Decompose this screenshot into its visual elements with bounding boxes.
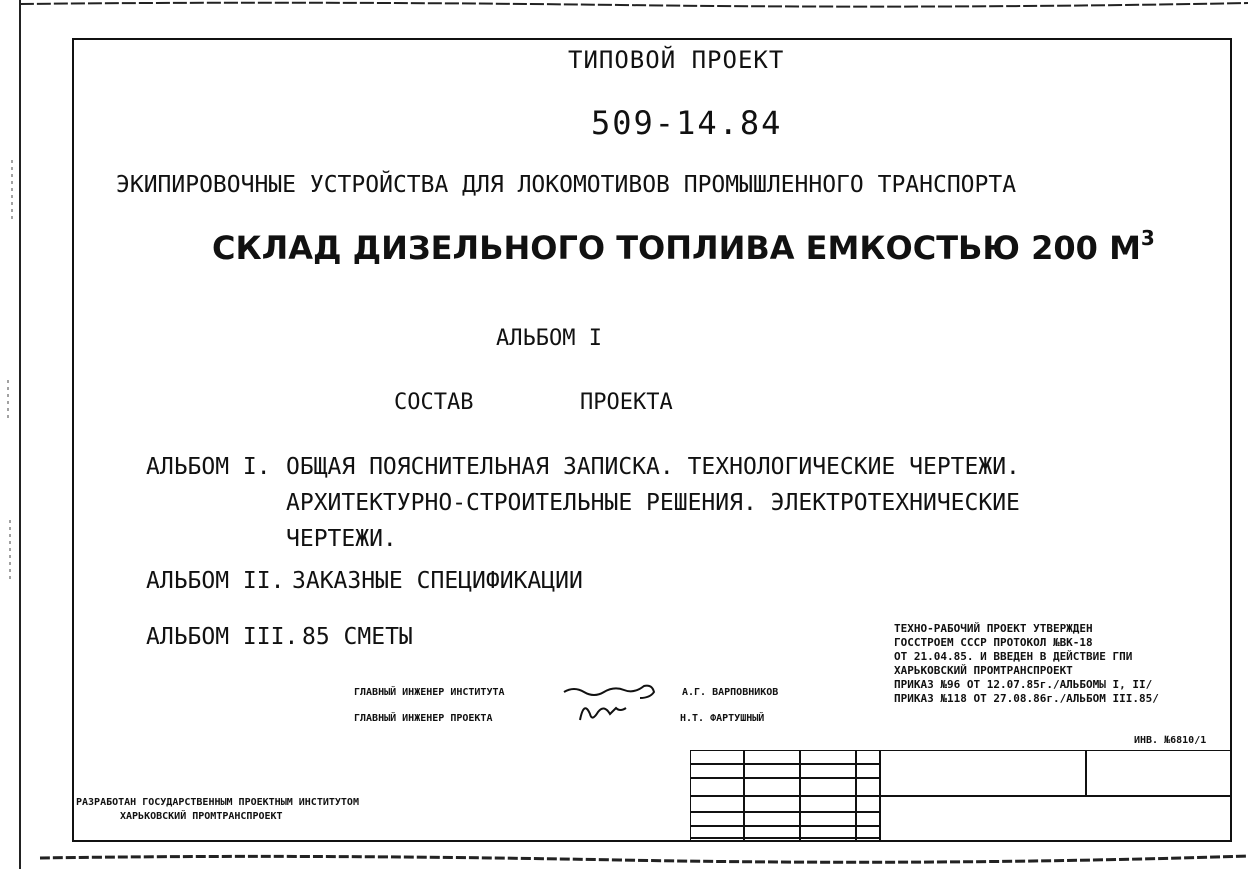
chief-project-role: ГЛАВНЫЙ ИНЖЕНЕР ПРОЕКТА xyxy=(354,713,493,724)
main-title-text: СКЛАД ДИЗЕЛЬНОГО ТОПЛИВА ЕМКОСТЬЮ 200 М xyxy=(212,229,1141,267)
composition-heading-right: ПРОЕКТА xyxy=(580,390,673,415)
album-heading: АЛЬБОМ I xyxy=(496,326,602,351)
project-code: 509-14.84 xyxy=(591,104,783,142)
album-1-line-2: АРХИТЕКТУРНО-СТРОИТЕЛЬНЫЕ РЕШЕНИЯ. ЭЛЕКТРОТЕХНИЧЕСКИЕ xyxy=(286,490,1020,516)
developer-line-1: РАЗРАБОТАН ГОСУДАРСТВЕННЫМ ПРОЕКТНЫМ ИНСТИТУТОМ xyxy=(76,797,359,808)
album-2-line-1: ЗАКАЗНЫЕ СПЕЦИФИКАЦИИ xyxy=(292,568,583,594)
chief-institute-name: А.Г. ВАРПОВНИКОВ xyxy=(682,687,779,698)
approval-line-5: ПРИКАЗ №96 ОТ 12.07.85г./АЛЬБОМЫ I, II/ xyxy=(894,678,1153,691)
approval-line-4: ХАРЬКОВСКИЙ ПРОМТРАНСПРОЕКТ xyxy=(894,664,1073,677)
album-3-label: АЛЬБОМ III. xyxy=(146,624,299,650)
approval-line-3: ОТ 21.04.85. И ВВЕДЕН В ДЕЙСТВИЕ ГПИ xyxy=(894,650,1133,663)
main-title-superscript: 3 xyxy=(1140,226,1155,250)
album-2-label: АЛЬБОМ II. xyxy=(146,568,285,594)
composition-heading-left: СОСТАВ xyxy=(394,390,474,415)
album-1-label: АЛЬБОМ I. xyxy=(146,454,271,480)
scan-top-edge xyxy=(0,0,1248,12)
scan-left-edge xyxy=(0,0,40,869)
approval-line-2: ГОССТРОЕМ СССР ПРОТОКОЛ №ВК-18 xyxy=(894,636,1093,649)
approval-line-6: ПРИКАЗ №118 ОТ 27.08.86г./АЛЬБОМ III.85/ xyxy=(894,692,1159,705)
album-1-line-1: ОБЩАЯ ПОЯСНИТЕЛЬНАЯ ЗАПИСКА. ТЕХНОЛОГИЧЕСКИЕ ЧЕРТЕЖИ. xyxy=(286,454,1020,480)
scan-bottom-edge xyxy=(0,848,1248,868)
album-3-line-1: 85 СМЕТЫ xyxy=(302,624,413,650)
project-subtitle: ЭКИПИРОВОЧНЫЕ УСТРОЙСТВА ДЛЯ ЛОКОМОТИВОВ ПРОМЫШЛЕННОГО ТРАНСПОРТА xyxy=(116,172,1017,198)
main-title xyxy=(212,226,1155,267)
approval-line-1: ТЕХНО-РАБОЧИЙ ПРОЕКТ УТВЕРЖДЕН xyxy=(894,622,1093,635)
chief-institute-role: ГЛАВНЫЙ ИНЖЕНЕР ИНСТИТУТА xyxy=(354,687,505,698)
chief-project-name: Н.Т. ФАРТУШНЫЙ xyxy=(680,713,765,724)
inventory-number: ИНВ. №6810/1 xyxy=(1134,735,1207,746)
title-block-grid xyxy=(690,750,1232,842)
approval-note xyxy=(894,622,1159,706)
album-1-line-3: ЧЕРТЕЖИ. xyxy=(286,526,397,552)
developer-line-2: ХАРЬКОВСКИЙ ПРОМТРАНСПРОЕКТ xyxy=(120,811,283,822)
signature-marks xyxy=(560,672,680,732)
document-type-title: ТИПОВОЙ ПРОЕКТ xyxy=(568,46,785,74)
